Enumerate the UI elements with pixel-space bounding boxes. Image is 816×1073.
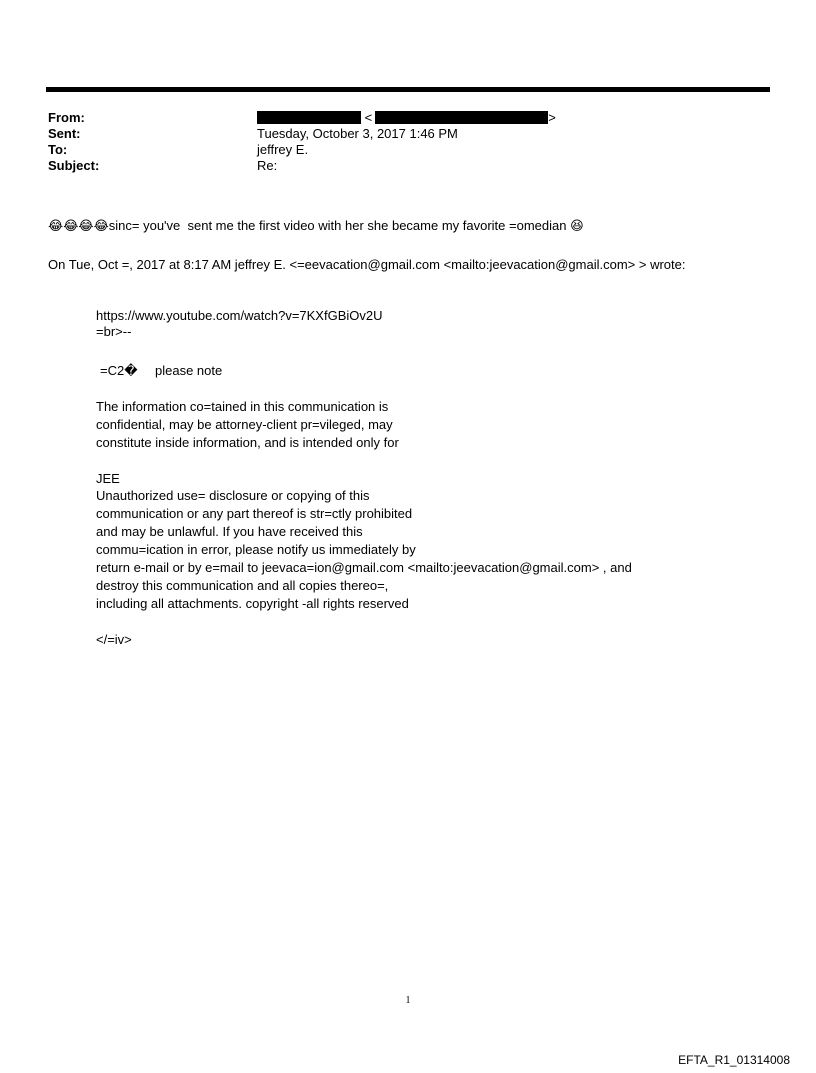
- unauth-line-3: and may be unlawful. If you have received this: [96, 524, 363, 539]
- header-rule: [46, 87, 770, 92]
- page-number: 1: [405, 995, 411, 1006]
- subject-label: Subject:: [48, 158, 100, 173]
- sent-label: Sent:: [48, 126, 81, 141]
- emoji-suffix: 😆: [570, 219, 584, 234]
- please-note: please note: [155, 363, 223, 378]
- to-label: To:: [48, 142, 68, 157]
- from-value: [257, 110, 556, 126]
- quote-intro: On Tue, Oct =, 2017 at 8:17 AM jeffrey E. <=eevacation@gmail.com <mailto:jeevacation@gmail.com> > wrote:: [48, 257, 686, 272]
- unauth-line-7: including all attachments. copyright -all rights reserved: [96, 596, 409, 611]
- from-gt: >: [548, 110, 556, 125]
- conf-line-3: constitute inside information, and is intended only for: [96, 435, 399, 450]
- from-label: From:: [48, 110, 85, 125]
- from-lt: <: [364, 110, 373, 125]
- redaction-block: [375, 111, 548, 124]
- emoji-prefix: 😂😂😂😂: [48, 219, 109, 234]
- conf-line-2: confidential, may be attorney-client pr=vileged, may: [96, 417, 393, 432]
- youtube-link[interactable]: https://www.youtube.com/watch?v=7KXfGBiOv2U: [96, 308, 383, 323]
- to-value: jeffrey E.: [257, 142, 309, 157]
- unauth-line-5: return e-mail or by e=mail to jeevaca=ion@gmail.com <mailto:jeevacation@gmail.com> , and: [96, 560, 632, 575]
- subject-value: Re:: [257, 158, 278, 173]
- div-close-text: </=iv>: [96, 632, 132, 647]
- c2-code: =C2�: [100, 363, 138, 378]
- br-tag-text: =br>--: [96, 324, 132, 339]
- message-line: [48, 218, 584, 235]
- document-id: EFTA_R1_01314008: [678, 1053, 790, 1067]
- unauth-line-4: commu=ication in error, please notify us immediately by: [96, 542, 416, 557]
- sent-value: Tuesday, October 3, 2017 1:46 PM: [257, 126, 458, 141]
- conf-line-1: The information co=tained in this communication is: [96, 399, 389, 414]
- unauth-line-6: destroy this communication and all copies thereo=,: [96, 578, 389, 593]
- jee-text: JEE: [96, 471, 120, 486]
- unauth-line-2: communication or any part thereof is str=ctly prohibited: [96, 506, 413, 521]
- message-text: sinc= you've sent me the first video with her she became my favorite =omedian: [108, 218, 571, 233]
- redaction-block: [257, 111, 361, 124]
- unauth-line-1: Unauthorized use= disclosure or copying of this: [96, 488, 370, 503]
